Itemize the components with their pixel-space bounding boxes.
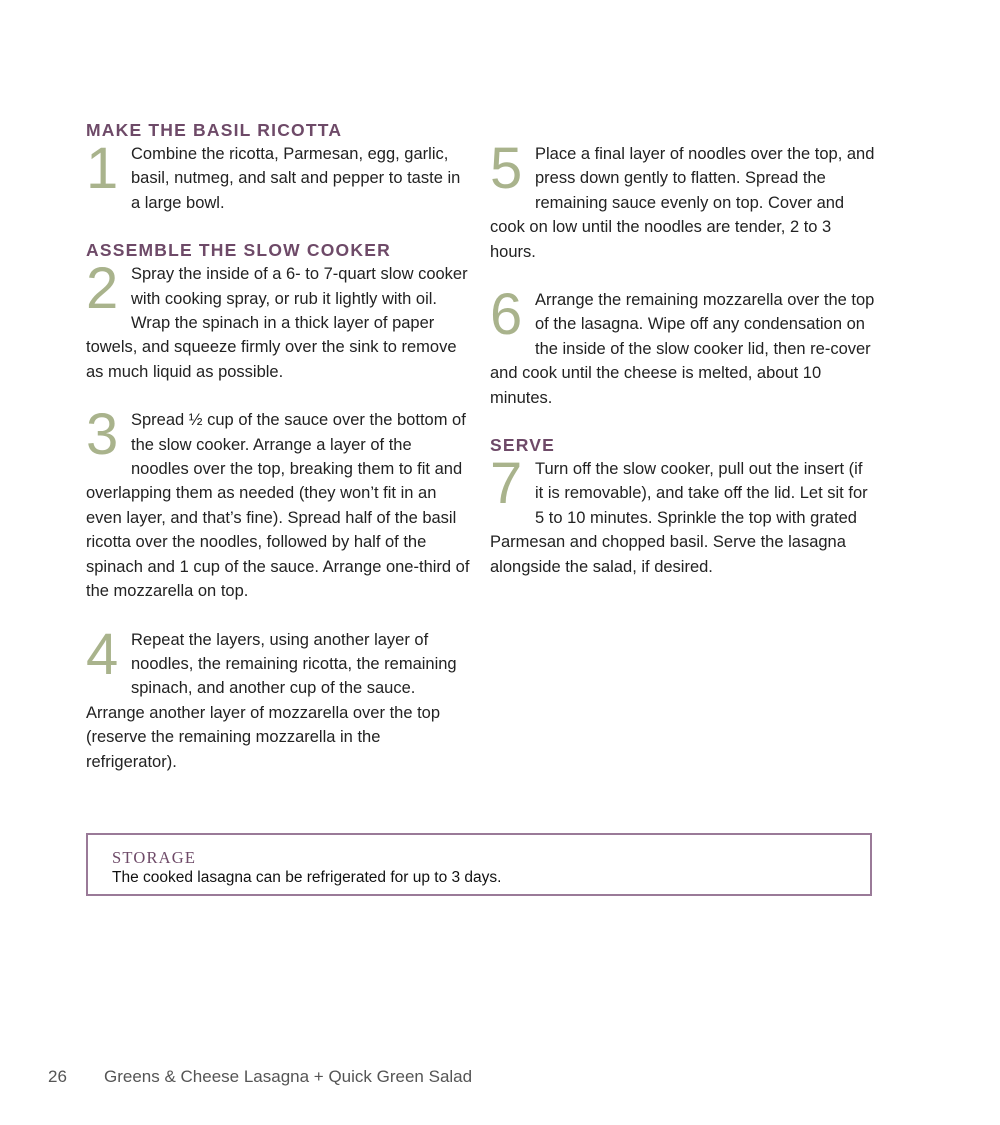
step-6-text: Arrange the remaining mozzarella over the top of the lasagna. Wipe off any condensation on the inside of the slow cooker lid, then re-cover and cook until the cheese is melted, about 10 minutes. xyxy=(490,291,875,407)
step-number-3: 3 xyxy=(86,402,119,468)
step-3 xyxy=(86,402,471,603)
section-heading-basil-ricotta: MAKE THE BASIL RICOTTA xyxy=(86,120,343,140)
storage-text: The cooked lasagna can be refrigerated for up to 3 days. xyxy=(112,869,502,886)
step-1 xyxy=(86,136,471,215)
step-7-text: Turn off the slow cooker, pull out the insert (if it is removable), and take off the lid. Let sit for 5 to 10 minutes. Sprinkle the top with grated Parmesan and chopped basil. Serve the lasagna alongside the salad, if desired. xyxy=(490,460,868,576)
step-2 xyxy=(86,256,471,384)
right-column xyxy=(490,136,875,579)
step-number-4: 4 xyxy=(86,621,119,687)
step-number-2: 2 xyxy=(86,256,119,322)
page-footer xyxy=(48,1066,472,1088)
step-7 xyxy=(490,451,875,579)
page-number: 26 xyxy=(48,1067,67,1086)
step-5-text: Place a final layer of noodles over the top, and press down gently to flatten. Spread the remaining sauce evenly on top. Cover and cook on low until the noodles are tender, 2 to 3 hours. xyxy=(490,145,875,261)
step-4-text: Repeat the layers, using another layer of noodles, the remaining ricotta, the remaining spinach, and another cup of the sauce. Arrange another layer of mozzarella over the top (reserve the remaining mozzarella in the refrigerator). xyxy=(86,630,457,771)
storage-box xyxy=(86,833,872,896)
step-number-6: 6 xyxy=(490,282,523,348)
step-6 xyxy=(490,282,875,410)
step-number-5: 5 xyxy=(490,136,523,201)
section-heading-serve: SERVE xyxy=(490,435,556,456)
footer-title: Greens & Cheese Lasagna + Quick Green Salad xyxy=(104,1067,473,1086)
step-5 xyxy=(490,136,875,264)
step-number-1: 1 xyxy=(86,136,119,201)
step-1-text: Combine the ricotta, Parmesan, egg, garlic, basil, nutmeg, and salt and pepper to taste in a large bowl. xyxy=(131,145,461,212)
step-2-text: Spray the inside of a 6- to 7-quart slow cooker with cooking spray, or rub it lightly with oil. Wrap the spinach in a thick layer of paper towels, and squeeze firmly over the sink to remove as much liquid as possible. xyxy=(86,265,468,381)
section-heading-assemble: ASSEMBLE THE SLOW COOKER xyxy=(86,240,391,261)
left-column xyxy=(86,118,471,774)
storage-title: STORAGE xyxy=(112,848,197,867)
step-4 xyxy=(86,621,471,774)
step-3-text: Spread ½ cup of the sauce over the bottom of the slow cooker. Arrange a layer of the noodles over the top, breaking them to fit and overlapping them as needed (they won’t fit in an even layer, and that’s fine). Spread half of the basil ricotta over the noodles, followed by half of the spinach and 1 cup of the sauce. Arrange one-third of the mozzarella on top. xyxy=(86,411,470,601)
step-number-7: 7 xyxy=(490,451,523,517)
